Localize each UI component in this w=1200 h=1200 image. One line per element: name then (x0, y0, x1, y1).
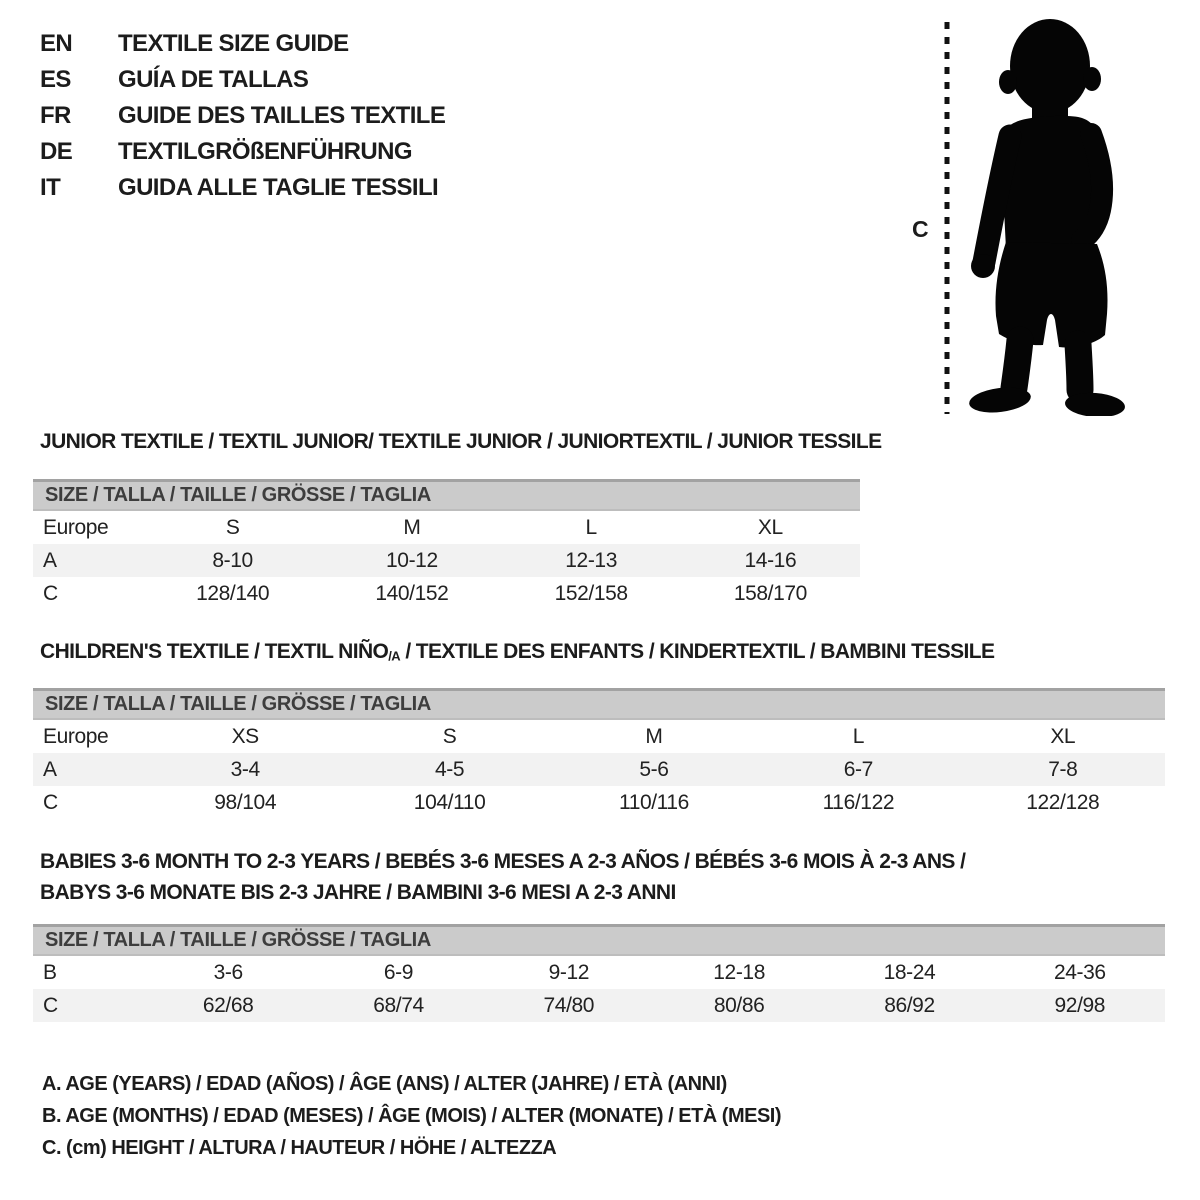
size-cell: 98/104 (214, 790, 277, 814)
row-label-cell: C (43, 790, 58, 814)
language-title: TEXTILE SIZE GUIDE (118, 30, 349, 57)
size-cell: 128/140 (196, 581, 270, 605)
size-cell: 110/116 (618, 790, 689, 814)
table-row-c (33, 577, 860, 610)
size-band-header: SIZE / TALLA / TAILLE / GRÖSSE / TAGLIA (33, 481, 860, 511)
row-label-cell: B (43, 960, 57, 984)
language-title: TEXTILGRÖßENFÜHRUNG (118, 138, 412, 165)
size-cell: 6-7 (756, 753, 960, 786)
height-label-c: C (912, 216, 929, 242)
row-label-cell: C (43, 581, 58, 605)
column-header-cell: L (585, 515, 597, 539)
language-code: FR (40, 102, 71, 129)
language-row-it (40, 170, 445, 206)
toddler-silhouette-icon (958, 14, 1144, 416)
children-title-prefix: CHILDREN'S TEXTILE / TEXTIL NIÑO (40, 640, 389, 663)
size-cell: 74/80 (484, 989, 654, 1022)
size-cell: 9-12 (548, 960, 590, 984)
legend-line-b: B. AGE (MONTHS) / EDAD (MESES) / ÂGE (MOIS) / ALTER (MONATE) / ETÀ (MESI) (42, 1105, 782, 1127)
size-cell: 92/98 (995, 989, 1165, 1022)
size-cell: 140/152 (375, 581, 449, 605)
table-row-a (33, 753, 1165, 786)
legend (42, 1068, 781, 1164)
size-cell: 4-5 (347, 753, 551, 786)
babies-title-line2: BABYS 3-6 MONATE BIS 2-3 JAHRE / BAMBINI 3-6 MESI A 2-3 ANNI (40, 881, 676, 904)
size-cell: 12-18 (713, 960, 765, 984)
size-cell: 122/128 (1026, 790, 1100, 814)
size-cell: 6-9 (383, 960, 414, 984)
size-cell: 116/122 (822, 790, 895, 814)
table-band-row (33, 690, 1165, 720)
language-title: GUIDA ALLE TAGLIE TESSILI (118, 174, 439, 201)
height-dash-line-icon (942, 14, 952, 418)
table-row-c (33, 786, 1165, 819)
size-cell: 62/68 (143, 989, 313, 1022)
size-cell: 152/158 (554, 581, 628, 605)
table-row-columns (33, 719, 1165, 753)
babies-title-line1: BABIES 3-6 MONTH TO 2-3 YEARS / BEBÉS 3-6 MESES A 2-3 AÑOS / BÉBÉS 3-6 MOIS À 2-3 ANS / (40, 850, 966, 873)
junior-size-table (33, 479, 860, 610)
language-list (40, 26, 445, 206)
column-header-cell: L (852, 724, 864, 748)
language-row-en (40, 26, 445, 62)
children-size-table (33, 688, 1165, 819)
size-band-header: SIZE / TALLA / TAILLE / GRÖSSE / TAGLIA (33, 690, 1165, 720)
column-header-cell: M (403, 515, 421, 539)
children-title-suffix: / TEXTILE DES ENFANTS / KINDERTEXTIL / BAMBINI TESSILE (400, 640, 995, 663)
column-header-cell: XS (231, 724, 259, 748)
table-band-row (33, 481, 860, 511)
language-row-fr (40, 98, 445, 134)
size-cell: 80/86 (654, 989, 824, 1022)
size-cell: 68/74 (313, 989, 483, 1022)
language-code: ES (40, 66, 71, 93)
children-title-sub: /A (388, 648, 401, 664)
size-cell: 12-13 (502, 544, 681, 577)
row-label-cell: A (33, 753, 143, 786)
size-cell: 10-12 (322, 544, 501, 577)
size-cell: 14-16 (681, 544, 860, 577)
legend-line-a: A. AGE (YEARS) / EDAD (AÑOS) / ÂGE (ANS) / ALTER (JAHRE) / ETÀ (ANNI) (42, 1073, 727, 1095)
size-cell: 3-6 (213, 960, 243, 984)
size-cell: 18-24 (883, 960, 936, 984)
language-code: DE (40, 138, 73, 165)
language-row-de (40, 134, 445, 170)
babies-section-title (40, 846, 965, 908)
row-label-cell: C (33, 989, 143, 1022)
size-cell: 5-6 (552, 753, 756, 786)
size-cell: 24-36 (1053, 960, 1106, 984)
size-cell: 8-10 (143, 544, 322, 577)
column-header-cell: Europe (43, 724, 109, 748)
junior-section-title: JUNIOR TEXTILE / TEXTIL JUNIOR/ TEXTILE JUNIOR / JUNIORTEXTIL / JUNIOR TESSILE (40, 430, 882, 453)
column-header-cell: S (225, 515, 240, 539)
table-row-columns (33, 510, 860, 544)
height-figure (898, 8, 1168, 424)
children-section-title (40, 640, 994, 664)
language-code: EN (40, 30, 73, 57)
language-row-es (40, 62, 445, 98)
language-title: GUIDE DES TAILLES TEXTILE (118, 102, 446, 129)
column-header-cell: XL (757, 515, 783, 539)
table-row-b (33, 955, 1165, 989)
size-cell: 104/110 (413, 790, 486, 814)
table-row-c (33, 989, 1165, 1022)
size-cell: 158/170 (733, 581, 807, 605)
language-title: GUÍA DE TALLAS (118, 66, 309, 93)
language-code: IT (40, 174, 61, 201)
column-header-cell: Europe (43, 515, 109, 539)
row-label-cell: A (33, 544, 143, 577)
column-header-cell: XL (1050, 724, 1076, 748)
size-cell: 86/92 (824, 989, 994, 1022)
legend-line-c: C. (cm) HEIGHT / ALTURA / HAUTEUR / HÖHE / ALTEZZA (42, 1137, 557, 1159)
column-header-cell: M (645, 724, 663, 748)
table-row-a (33, 544, 860, 577)
size-band-header: SIZE / TALLA / TAILLE / GRÖSSE / TAGLIA (33, 926, 1165, 956)
babies-size-table (33, 924, 1165, 1022)
size-cell: 3-4 (143, 753, 347, 786)
table-band-row (33, 926, 1165, 956)
size-cell: 7-8 (961, 753, 1165, 786)
column-header-cell: S (442, 724, 457, 748)
